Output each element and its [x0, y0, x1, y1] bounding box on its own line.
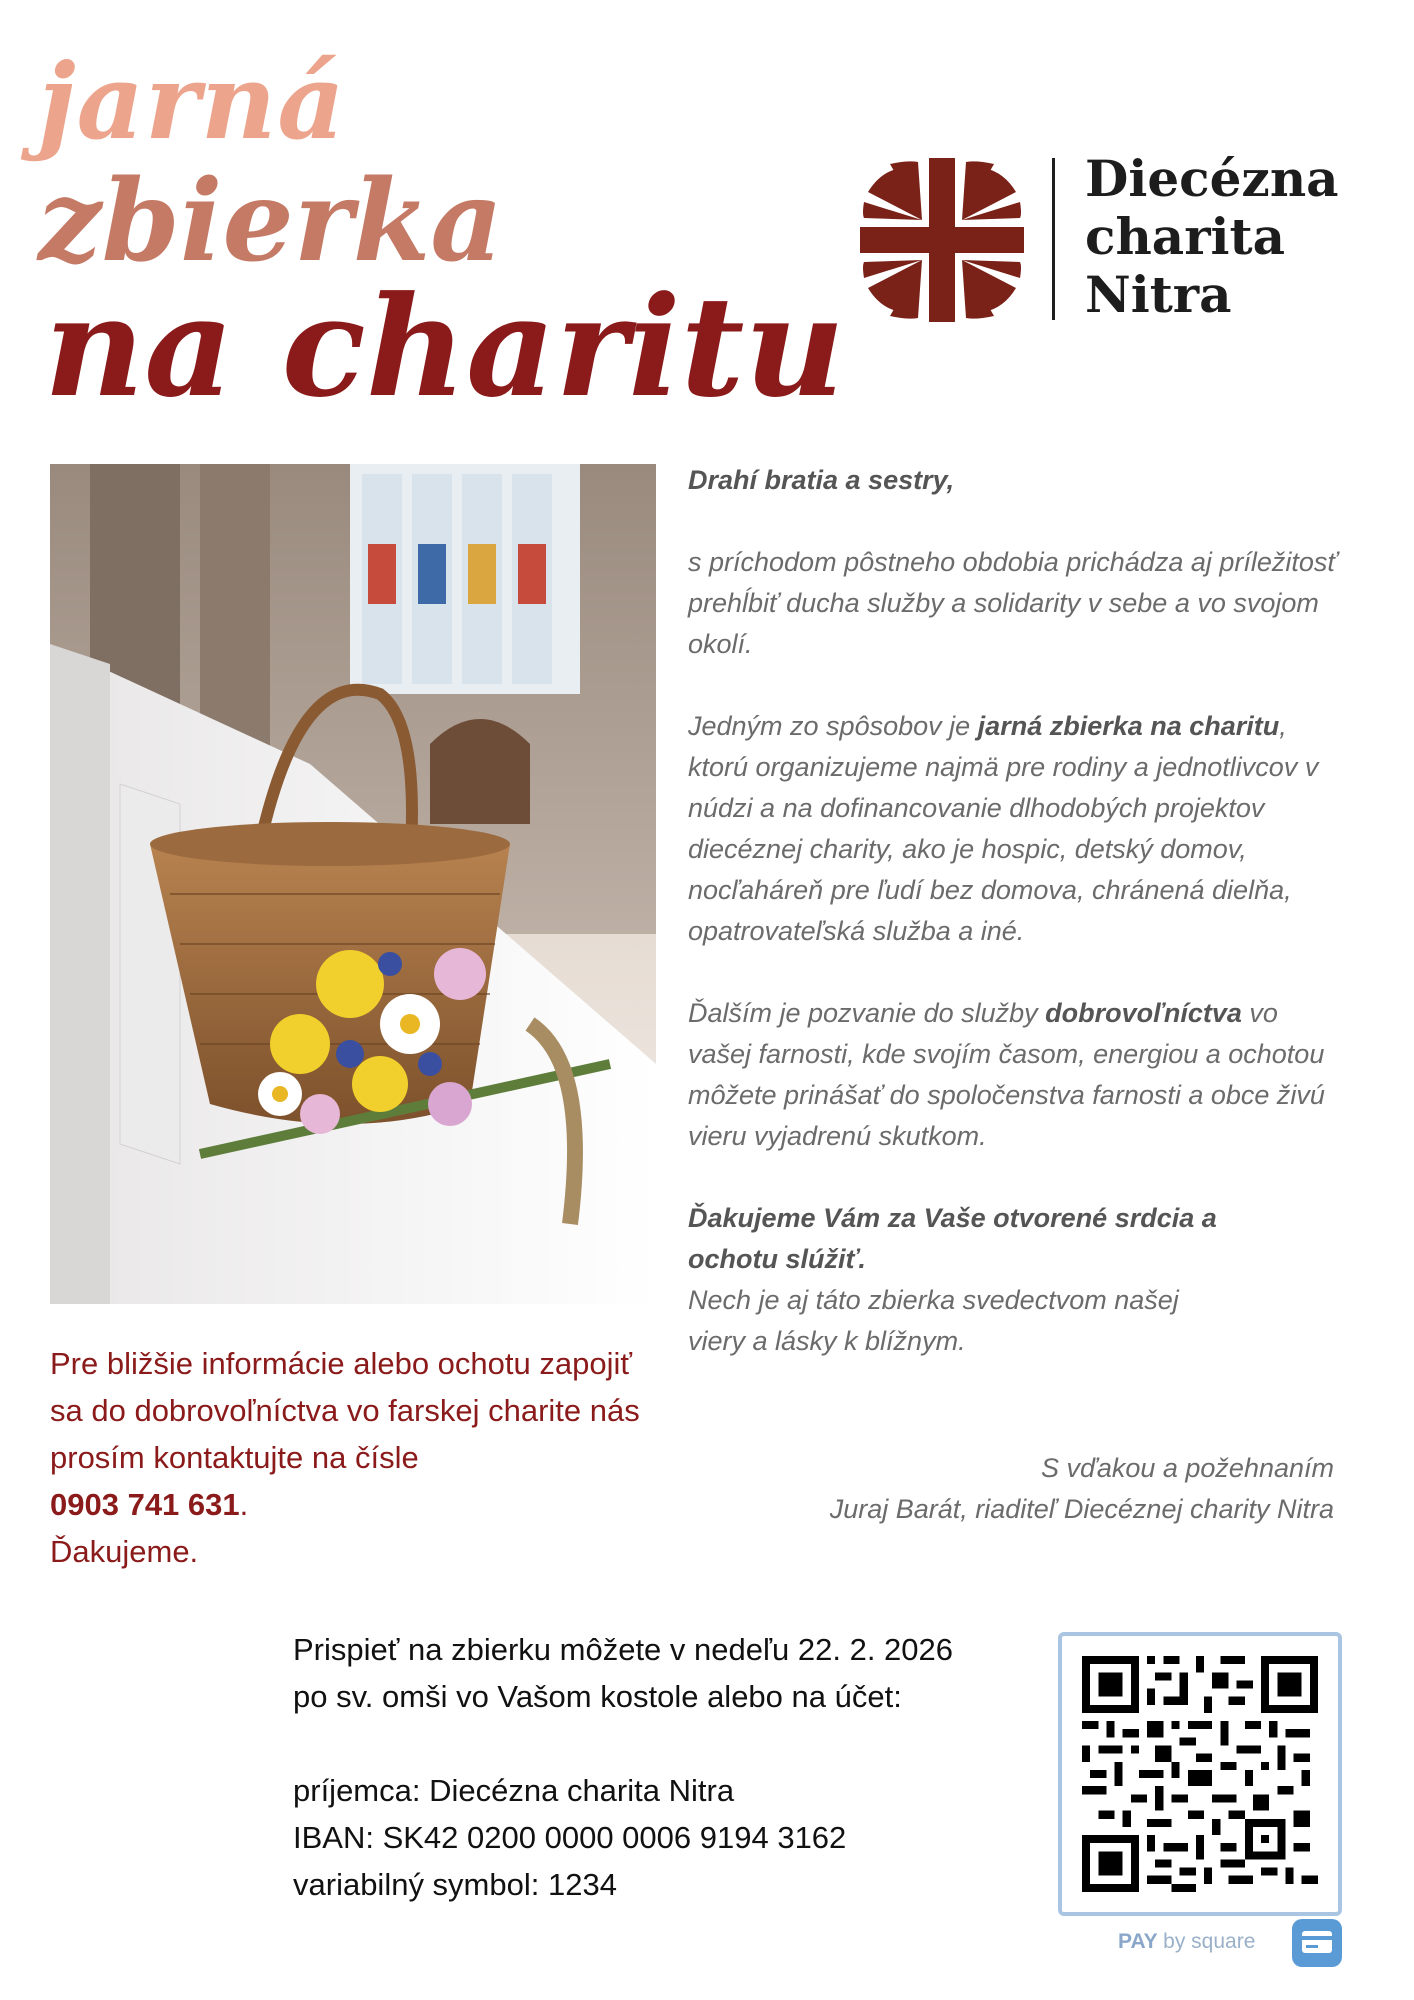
logo-line-1: Diecézna [1085, 149, 1339, 208]
letter-paragraph-1: s príchodom pôstneho obdobia prichádza aj príležitosť prehĺbiť ducha služby a solidarity v sebe a vo svojom okolí. [688, 547, 1337, 659]
letter-paragraph-2: Jedným zo spôsobov je jarná zbierka na charitu, ktorú organizujeme najmä pre rodiny a jednotlivcov v núdzi a na dofinancovanie dlhodobých projektov diecéznej charity, ako je hospic, detský domov, nocľaháreň pre ľudí bez domova, chránená dielňa, opatrovateľská služba a iné. [688, 711, 1319, 946]
letter-paragraph-3: Ďalším je pozvanie do služby dobrovoľníctva vo vašej farnosti, kde svojím časom, energiou a ochotou môžete prinášať do spoločenstva farnosti a obce živú vieru vyjadrenú skutkom. [688, 998, 1325, 1151]
donation-recipient: príjemca: Diecézna charita Nitra [293, 1773, 735, 1808]
letter-paragraph-4: Ďakujeme Vám za Vaše otvorené srdcia a ochotu slúžiť. Nech je aj táto zbierka svedectvom našej viery a lásky k blížnym. [688, 1203, 1217, 1356]
contact-info: Pre bližšie informácie alebo ochotu zapojiť sa do dobrovoľníctva vo farskej charite nás prosím kontaktujte na čísle 0903 741 631. Ďakujeme. [50, 1346, 640, 1569]
church-basket-flowers-photo [50, 464, 656, 1304]
donation-variable-symbol: variabilný symbol: 1234 [293, 1867, 617, 1902]
caritas-cross-logo-icon [860, 158, 1024, 322]
signature-line-2: Juraj Barát, riaditeľ Diecéznej charity Nitra [829, 1494, 1334, 1524]
pay-by-square-label [1118, 1930, 1255, 1954]
letter-body [688, 460, 1348, 1403]
letter-salutation: Drahí bratia a sestry, [688, 465, 955, 495]
donation-line-2: po sv. omši vo Vašom kostole alebo na účet: [293, 1679, 902, 1714]
contact-text: Pre bližšie informácie alebo ochotu zapojiť sa do dobrovoľníctva vo farskej charite nás prosím kontaktujte na čísle [50, 1346, 640, 1475]
card-icon [1290, 1917, 1344, 1969]
logo-divider [1052, 158, 1055, 320]
title-line-1: jarná [38, 40, 346, 163]
letter-thanks: Ďakujeme Vám za Vaše otvorené srdcia a ochotu slúžiť. [688, 1203, 1217, 1274]
pay-label-pay: PAY [1118, 1930, 1158, 1953]
contact-thanks: Ďakujeme. [50, 1534, 199, 1569]
logo-line-3: Nitra [1085, 265, 1232, 324]
pay-label-rest: by square [1163, 1930, 1256, 1953]
title-line-3: na charitu [44, 265, 845, 428]
donation-iban: IBAN: SK42 0200 0000 0006 9194 3162 [293, 1820, 847, 1855]
logo-wordmark [1085, 150, 1339, 324]
title-line-2: zbierka [38, 156, 503, 287]
logo-line-2: charita [1085, 207, 1286, 266]
donation-line-1: Prispieť na zbierku môžete v nedeľu 22. 2. 2026 [293, 1632, 954, 1667]
letter-highlight-volunteering: dobrovoľníctva [1045, 998, 1242, 1028]
signature [830, 1448, 1334, 1530]
donation-details [293, 1626, 953, 1908]
contact-phone[interactable]: 0903 741 631 [50, 1487, 240, 1522]
signature-line-1: S vďakou a požehnaním [1040, 1453, 1334, 1483]
letter-highlight-collection: jarná zbierka na charitu [977, 711, 1280, 741]
qr-code-icon [1082, 1656, 1318, 1892]
